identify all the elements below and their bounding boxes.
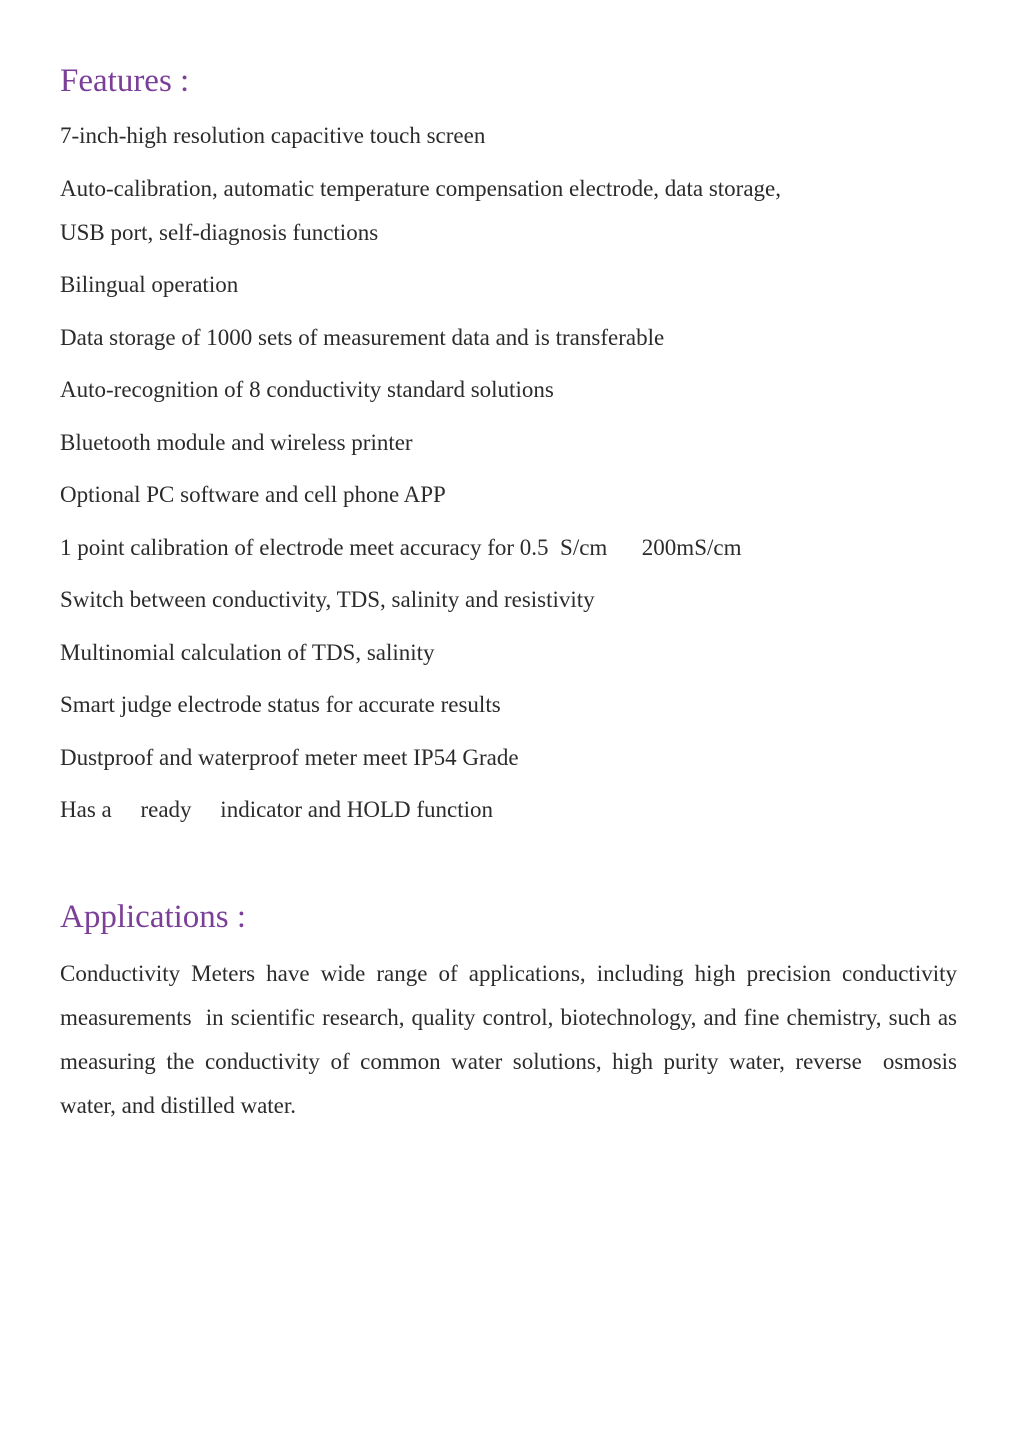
feature-item-data-storage: Data storage of 1000 sets of measurement data and is transferable [60,324,665,350]
feature-item-mode-switch: Switch between conductivity, TDS, salinity and resistivity [60,587,595,612]
feature-item-dustproof: Dustproof and waterproof meter meet IP54 Grade [60,744,519,770]
applications-paragraph: Conductivity Meters have wide range of applications, including high precision conductivity measurements in scientific research, quality control, biotechnology, and fine chemistry, such as measuring the conductivity of common water solutions, high purity water, reverse osmosis water, and distilled water. [60,961,969,1118]
feature-item-pc-software: Optional PC software and cell phone APP [60,482,446,507]
features-list [60,114,957,832]
features-heading: Features : [60,63,190,99]
feature-item-bluetooth: Bluetooth module and wireless printer [60,429,413,455]
feature-item-touch-screen: 7-inch-high resolution capacitive touch screen [60,123,486,148]
feature-item-multinomial-calculation: Multinomial calculation of TDS, salinity [60,639,435,665]
feature-item-auto-calibration: Auto-calibration, automatic temperature compensation electrode, data storage, USB port, self-diagnosis functions [60,175,782,245]
document-page [60,58,969,1128]
feature-item-bilingual: Bilingual operation [60,272,239,297]
feature-item-smart-judge: Smart judge electrode status for accurate results [60,692,501,717]
feature-item-ready-indicator: Has a ready indicator and HOLD function [60,797,494,822]
applications-heading: Applications : [60,899,247,935]
feature-item-auto-recognition: Auto-recognition of 8 conductivity standard solutions [60,377,554,402]
feature-item-calibration-accuracy: 1 point calibration of electrode meet accuracy for 0.5 S/cm 200mS/cm [60,534,742,560]
